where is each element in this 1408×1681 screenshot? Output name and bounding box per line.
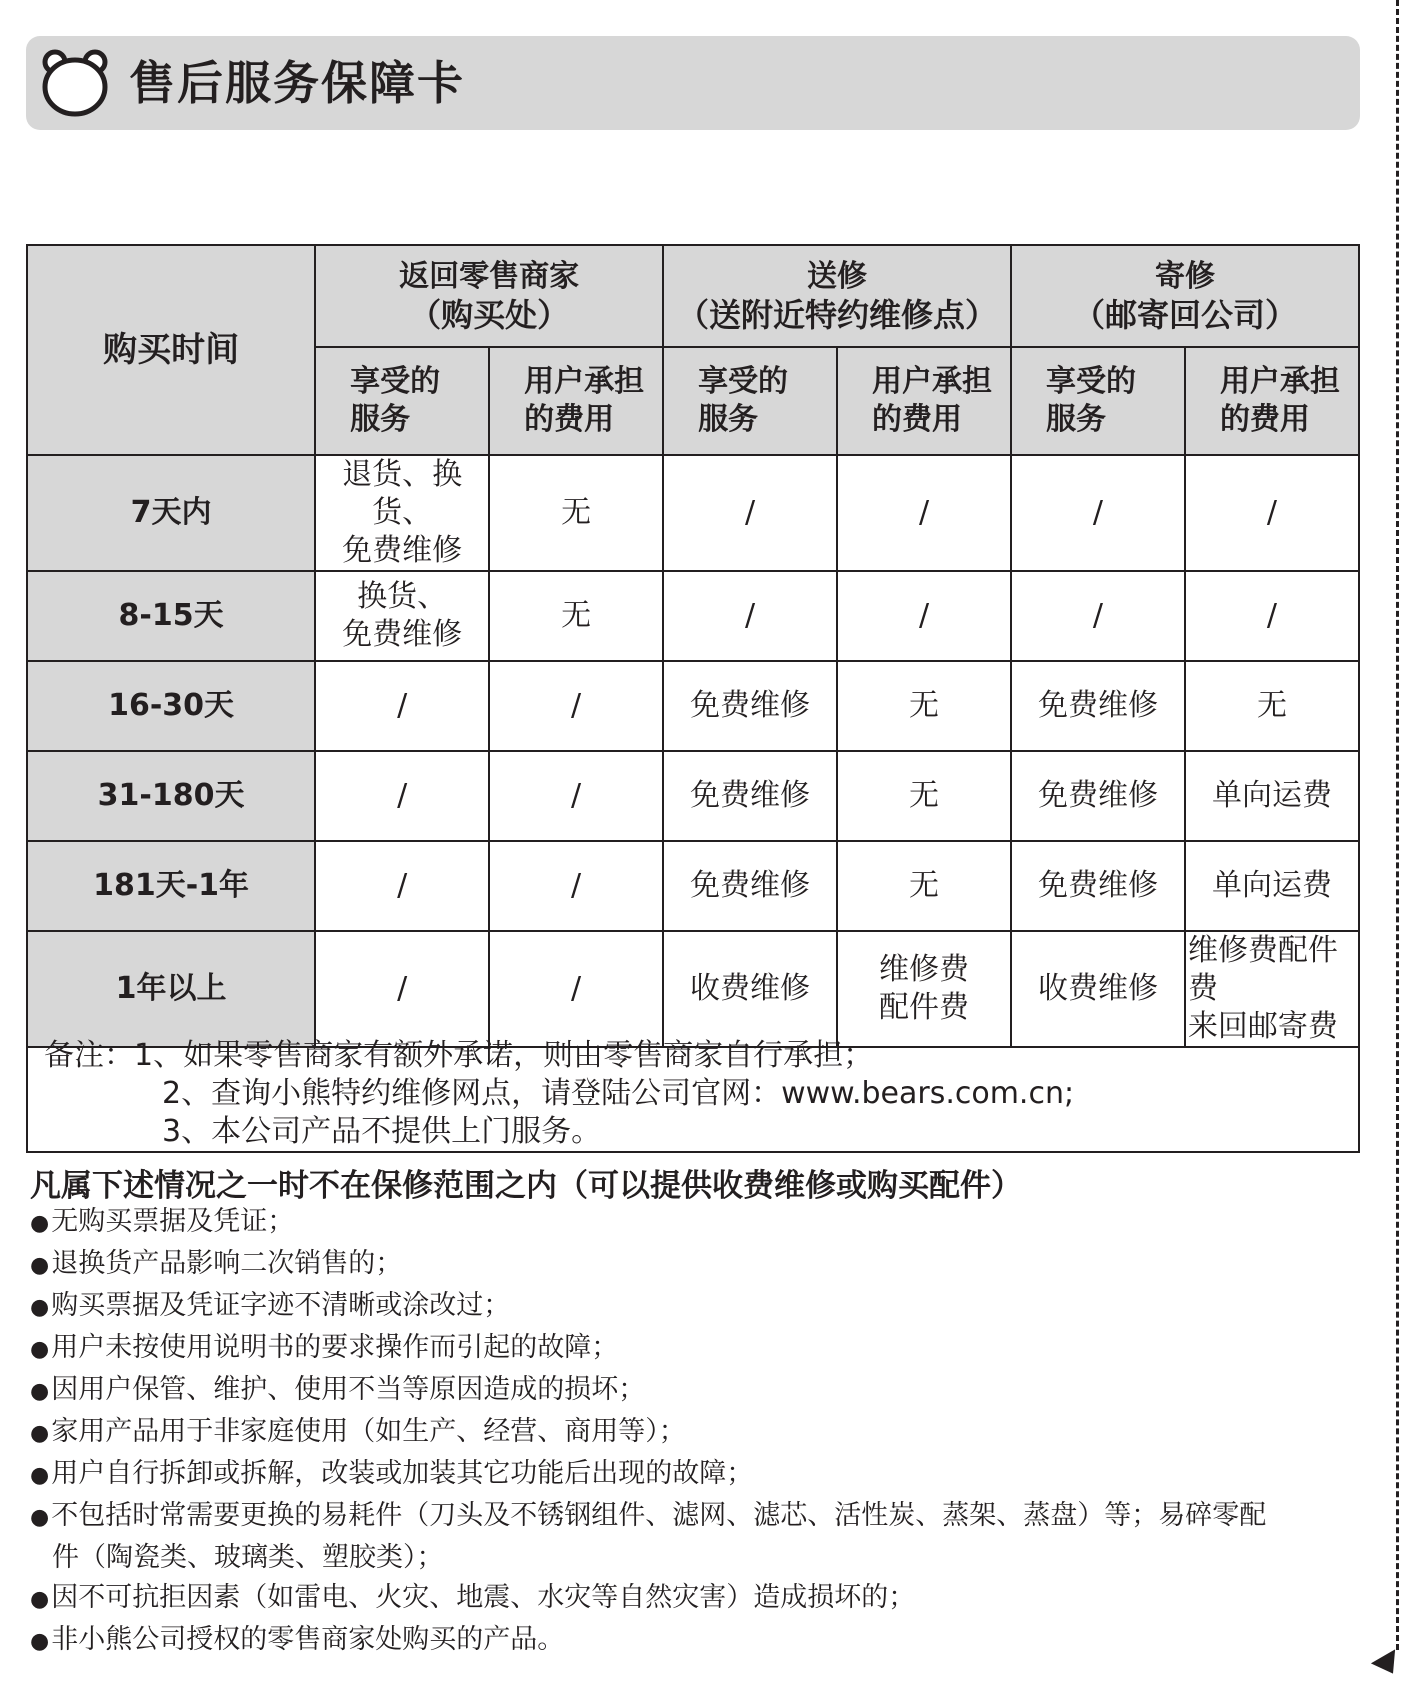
table-cell <box>1011 661 1185 751</box>
table-row <box>27 751 1359 841</box>
table-row <box>27 571 1359 661</box>
cell-line: / <box>744 598 756 633</box>
cell-line: 来回邮寄费 <box>1187 1009 1338 1044</box>
note-line-1: 备注：1、如果零售商家有额外承诺，则由零售商家自行承担； <box>44 1038 874 1073</box>
cell-line: / <box>918 495 930 530</box>
subheader-service: 享受的 服务 <box>663 347 837 455</box>
list-item <box>30 1370 1360 1412</box>
cell-line: 免费维修 <box>1037 868 1158 903</box>
table-row <box>27 841 1359 931</box>
cell-line: 配件费 <box>879 990 969 1025</box>
subheader-cost: 用户承担 的费用 <box>489 347 663 455</box>
list-item <box>30 1454 1360 1496</box>
corner-label: 购买时间 <box>27 245 315 455</box>
list-item-continuation: 件（陶瓷类、玻璃类、塑胶类）； <box>52 1542 444 1573</box>
period-label: 31-180天 <box>27 751 315 841</box>
card-header <box>26 36 1360 130</box>
list-item-text: 用户未按使用说明书的要求操作而引起的故障； <box>51 1332 619 1363</box>
group-header-mail: 寄修 （邮寄回公司） <box>1011 245 1359 347</box>
cell-line: / <box>1092 495 1104 530</box>
cell-line: / <box>571 868 582 903</box>
period-label: 8-15天 <box>27 571 315 661</box>
list-item <box>30 1578 1360 1620</box>
table-cell <box>1011 455 1185 571</box>
table-cell <box>837 571 1011 661</box>
cell-line: 收费维修 <box>1037 971 1158 1006</box>
table-cell <box>1011 751 1185 841</box>
list-item <box>30 1244 1360 1286</box>
table-cell <box>315 571 489 661</box>
table-cell <box>663 751 837 841</box>
table-cell <box>837 661 1011 751</box>
cell-line: 无 <box>561 495 592 530</box>
table-cell <box>315 751 489 841</box>
cell-line: / <box>1092 598 1104 633</box>
list-item-text: 用户自行拆卸或拆解，改装或加装其它功能后出现的故障； <box>51 1458 754 1489</box>
table-cell <box>315 841 489 931</box>
cell-line: 维修费配件费 <box>1187 933 1338 1006</box>
cell-line: 单向运费 <box>1211 778 1332 813</box>
cell-line: 无 <box>1256 688 1287 723</box>
period-label: 16-30天 <box>27 661 315 751</box>
cell-line: 单向运费 <box>1211 868 1332 903</box>
cell-line: / <box>571 971 582 1006</box>
list-item <box>30 1412 1360 1454</box>
table-cell <box>1011 571 1185 661</box>
table-cell <box>489 751 663 841</box>
table-cell <box>489 841 663 931</box>
cell-line: 退货、换货、 <box>342 457 463 530</box>
table-cell <box>489 455 663 571</box>
list-item-text: 家用产品用于非家庭使用（如生产、经营、商用等）； <box>51 1416 686 1447</box>
cell-line: 无 <box>561 598 592 633</box>
note-line-3: 3、本公司产品不提供上门服务。 <box>162 1114 602 1149</box>
table-cell <box>663 841 837 931</box>
table-cell <box>1011 841 1185 931</box>
exclusion-list <box>30 1202 1360 1662</box>
table-cell <box>489 661 663 751</box>
list-item-text: 退换货产品影响二次销售的； <box>51 1248 403 1279</box>
cell-line: 无 <box>909 868 939 903</box>
cell-line: / <box>397 868 408 903</box>
cell-line: 换货、 <box>357 579 448 614</box>
cell-line: 免费维修 <box>342 617 463 652</box>
cell-line: 无 <box>909 778 939 813</box>
table-cell <box>837 455 1011 571</box>
list-item-text: 不包括时常需要更换的易耗件（刀头及不锈钢组件、滤网、滤芯、活性炭、蒸架、蒸盘）等；易碎零配 <box>51 1500 1267 1531</box>
subheader-cost: 用户承担 的费用 <box>837 347 1011 455</box>
group-header-repair: 送修 （送附近特约维修点） <box>663 245 1011 347</box>
cell-line: 免费维修 <box>690 778 811 813</box>
table-cell <box>315 455 489 571</box>
table-cell <box>837 931 1011 1047</box>
cell-line: / <box>1266 598 1278 633</box>
corner-mark <box>1371 1649 1405 1680</box>
list-item <box>30 1286 1360 1328</box>
cell-line: / <box>744 495 756 530</box>
period-label: 7天内 <box>27 455 315 571</box>
cell-line: / <box>571 688 582 723</box>
list-item <box>30 1620 1360 1662</box>
list-item-text: 因用户保管、维护、使用不当等原因造成的损坏； <box>51 1374 646 1405</box>
cell-line: 无 <box>909 688 939 723</box>
subheader-cost: 用户承担 的费用 <box>1185 347 1359 455</box>
note-line-2: 2、查询小熊特约维修网点，请登陆公司官网：www.bears.com.cn; <box>162 1076 1075 1111</box>
list-item <box>30 1202 1360 1244</box>
period-label: 181天-1年 <box>27 841 315 931</box>
cell-line: 免费维修 <box>1037 688 1158 723</box>
table-cell <box>1185 931 1359 1047</box>
cell-line: 免费维修 <box>690 688 811 723</box>
list-item <box>30 1328 1360 1370</box>
table-cell <box>663 661 837 751</box>
table-cell <box>1185 841 1359 931</box>
table-cell <box>663 571 837 661</box>
list-item <box>30 1496 1360 1578</box>
cell-line: 维修费 <box>879 952 969 987</box>
table-cell <box>489 571 663 661</box>
cell-line: 收费维修 <box>690 971 811 1006</box>
period-label: 1年以上 <box>27 931 315 1047</box>
table-cell <box>315 661 489 751</box>
table-cell <box>837 751 1011 841</box>
list-item-text: 无购买票据及凭证； <box>51 1206 295 1237</box>
subheader-service: 享受的 服务 <box>1011 347 1185 455</box>
table-cell <box>315 931 489 1047</box>
table-cell <box>663 455 837 571</box>
cell-line: / <box>918 598 930 633</box>
cell-line: / <box>397 971 408 1006</box>
cell-line: 免费维修 <box>342 533 463 568</box>
cell-line: / <box>397 778 408 813</box>
cell-line: / <box>571 778 582 813</box>
exclusion-title: 凡属下述情况之一时不在保修范围之内（可以提供收费维修或购买配件） <box>30 1168 1022 1204</box>
list-item-text: 非小熊公司授权的零售商家处购买的产品。 <box>51 1624 565 1655</box>
cut-line <box>1396 0 1399 1650</box>
table-row <box>27 661 1359 751</box>
cell-line: 免费维修 <box>1037 778 1158 813</box>
bear-head-icon <box>40 46 110 118</box>
table-cell <box>1185 571 1359 661</box>
table-row <box>27 455 1359 571</box>
table-cell <box>1185 751 1359 841</box>
cell-line: / <box>397 688 408 723</box>
notes-box <box>26 1035 1360 1153</box>
list-item-text: 购买票据及凭证字迹不清晰或涂改过； <box>51 1290 511 1321</box>
table-cell <box>1185 455 1359 571</box>
table-cell <box>837 841 1011 931</box>
group-header-retailer: 返回零售商家 （购买处） <box>315 245 663 347</box>
cell-line: / <box>1266 495 1278 530</box>
list-item-text: 因不可抗拒因素（如雷电、火灾、地震、水灾等自然灾害）造成损坏的； <box>51 1582 916 1613</box>
subheader-service: 享受的 服务 <box>315 347 489 455</box>
table-cell <box>489 931 663 1047</box>
table-body <box>27 455 1359 1047</box>
table-row <box>27 931 1359 1047</box>
table-cell <box>663 931 837 1047</box>
warranty-table <box>26 244 1360 1048</box>
page-title: 售后服务保障卡 <box>129 56 465 110</box>
table-cell <box>1011 931 1185 1047</box>
cell-line: 免费维修 <box>690 868 811 903</box>
table-cell <box>1185 661 1359 751</box>
